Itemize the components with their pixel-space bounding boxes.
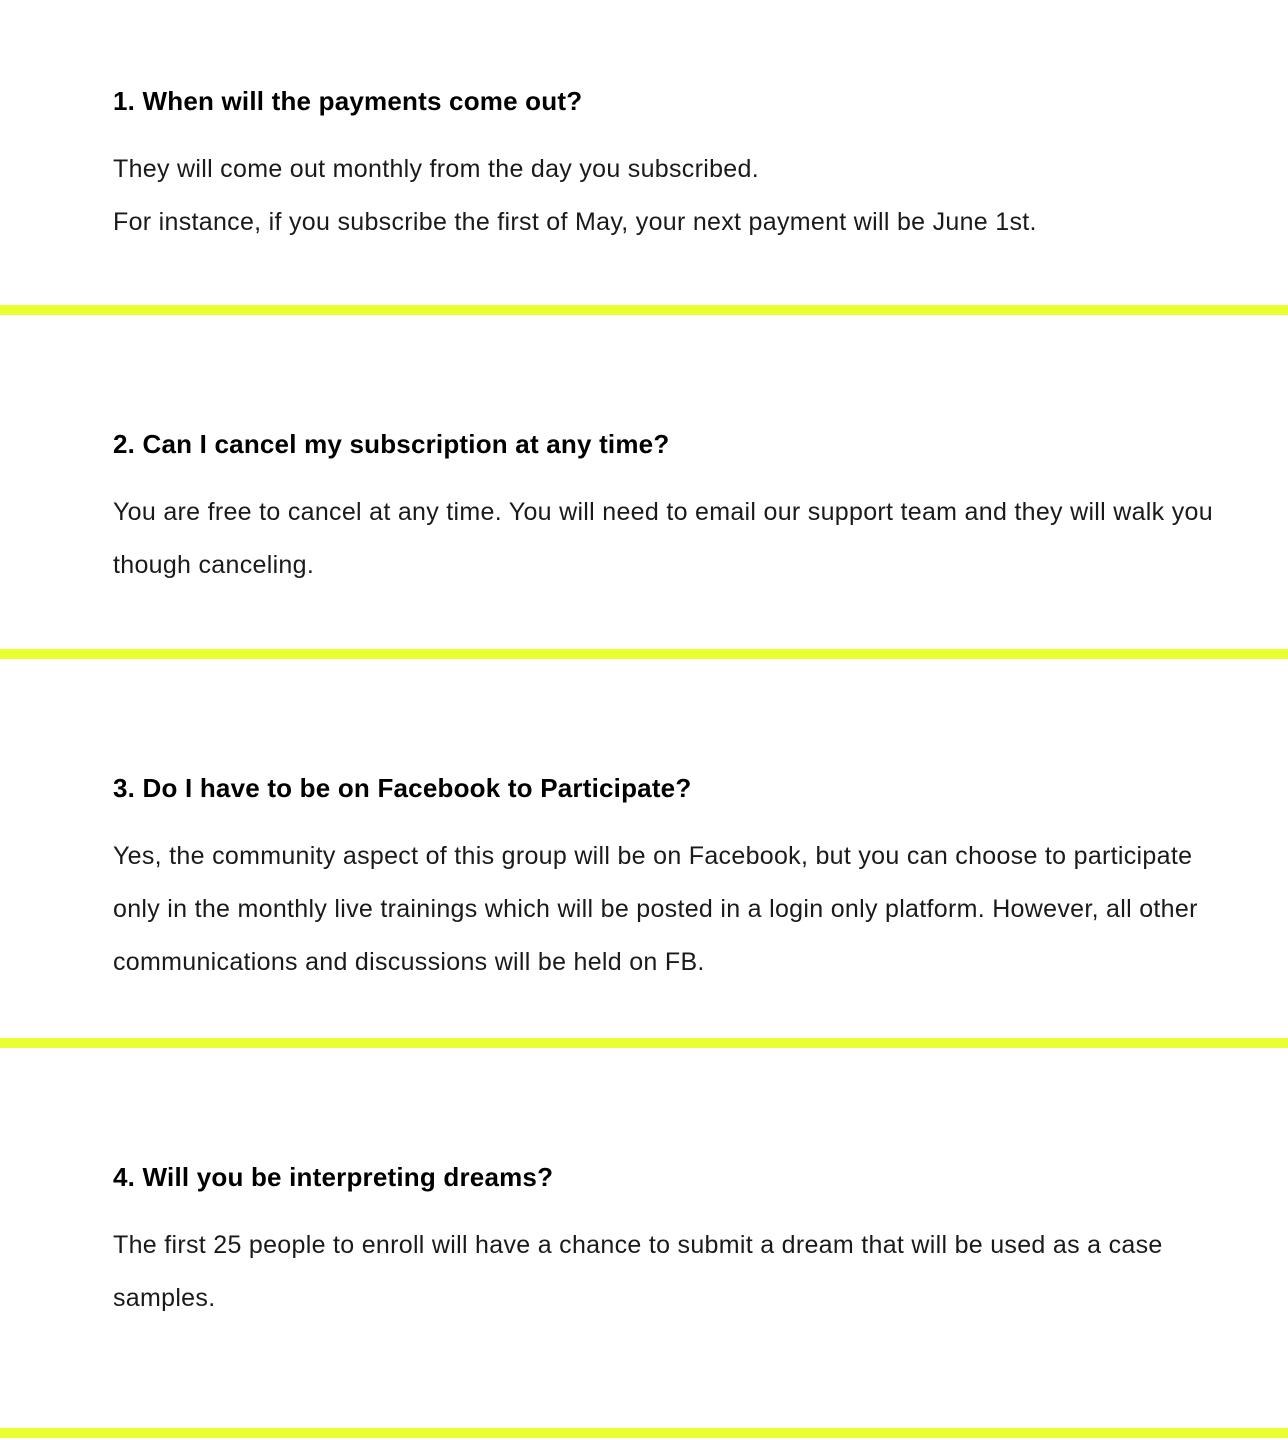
faq-answer — [113, 143, 1243, 249]
faq-item-1 — [113, 85, 1243, 249]
faq-question: 3. Do I have to be on Facebook to Participate? — [113, 773, 692, 803]
faq-answer: Yes, the community aspect of this group will be on Facebook, but you can choose to participate only in the monthly live trainings which will be posted in a login only platform. However, all other communications and discussions will be held on FB. — [113, 842, 1198, 976]
faq-answer: You are free to cancel at any time. You will need to email our support team and they will walk you though canceling. — [113, 498, 1213, 579]
faq-item-3 — [113, 772, 1243, 989]
faq-answer: The first 25 people to enroll will have a chance to submit a dream that will be used as a case samples. — [113, 1231, 1163, 1312]
section-divider — [0, 1038, 1288, 1048]
faq-item-4 — [113, 1161, 1243, 1325]
faq-answer-line: For instance, if you subscribe the first of May, your next payment will be June 1st. — [113, 208, 1037, 236]
faq-item-2 — [113, 428, 1243, 592]
faq-question: 4. Will you be interpreting dreams? — [113, 1162, 554, 1192]
section-divider — [0, 305, 1288, 315]
faq-question: 1. When will the payments come out? — [113, 86, 583, 116]
faq-question: 2. Can I cancel my subscription at any time? — [113, 429, 670, 459]
section-divider — [0, 1428, 1288, 1438]
section-divider — [0, 649, 1288, 659]
faq-answer-line: They will come out monthly from the day you subscribed. — [113, 155, 759, 183]
